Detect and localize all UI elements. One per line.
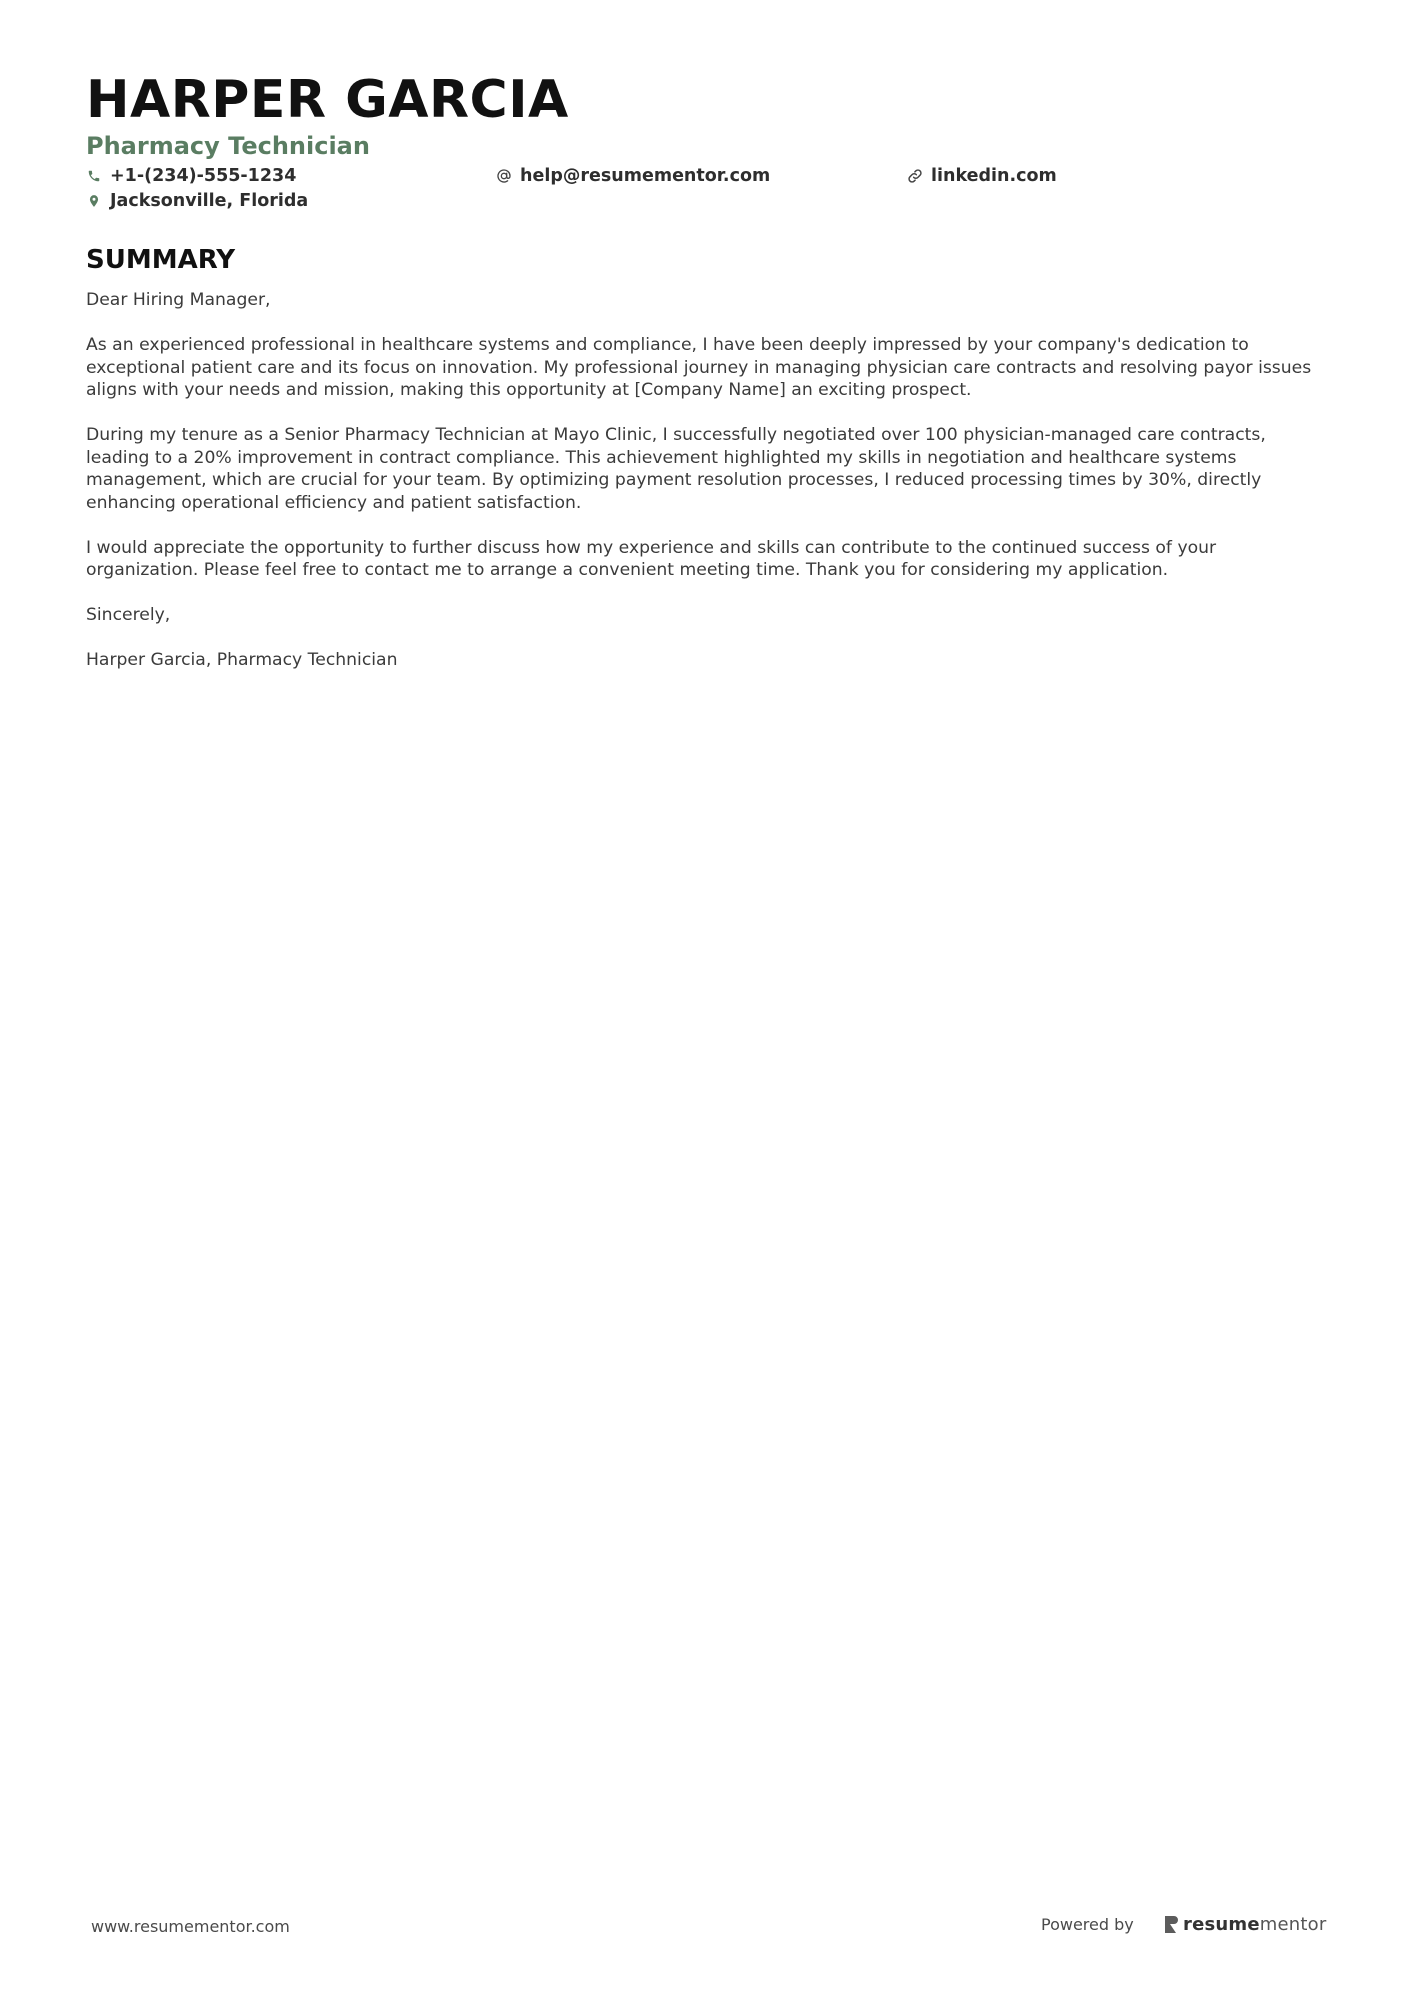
paragraph-intro: As an experienced professional in healthcare systems and compliance, I have been deeply impressed by your company's dedication to exceptional patient care and its focus on innovation. My professional journey in managing physician care contracts and resolving payor issues aligns with your needs and mission, making this opportunity at [Company Name] an exciting prospect. xyxy=(86,335,1312,400)
job-title: Pharmacy Technician xyxy=(86,132,370,160)
link-icon xyxy=(907,168,923,184)
signature: Harper Garcia, Pharmacy Technician xyxy=(86,650,398,670)
paragraph-closing: I would appreciate the opportunity to further discuss how my experience and skills can contribute to the continued success of your organization. Please feel free to contact me to arrange a convenient meeting time. Thank you for considering my application. xyxy=(86,537,1217,580)
applicant-name: HARPER GARCIA xyxy=(86,70,569,130)
sign-off: Sincerely, xyxy=(86,605,171,625)
paragraph-experience: During my tenure as a Senior Pharmacy Technician at Mayo Clinic, I successfully negotiated over 100 physician-managed care contracts, leading to a 20% improvement in contract compliance. This achievement highlighted my skills in negotiation and healthcare systems management, which are crucial for your team. By optimizing payment resolution processes, I reduced processing times by 30%, directly enhancing operational efficiency and patient satisfaction. xyxy=(86,425,1266,513)
letter-body xyxy=(86,289,1326,694)
contact-phone[interactable] xyxy=(86,164,296,188)
footer-url[interactable]: www.resumementor.com xyxy=(91,1917,290,1936)
summary-heading: SUMMARY xyxy=(86,245,236,275)
brand-name-part2: mentor xyxy=(1259,1913,1327,1935)
cover-letter-page xyxy=(86,0,1326,1995)
contact-location xyxy=(86,189,308,213)
salutation: Dear Hiring Manager, xyxy=(86,290,271,310)
at-icon xyxy=(496,168,512,184)
contact-link[interactable] xyxy=(907,164,1057,188)
brand-logo-icon xyxy=(1163,1915,1179,1934)
map-pin-icon xyxy=(86,193,102,209)
email-text: help@resumementor.com xyxy=(520,166,771,186)
location-text: Jacksonville, Florida xyxy=(110,191,309,211)
link-text: linkedin.com xyxy=(931,166,1057,186)
phone-text: +1-(234)-555-1234 xyxy=(110,166,297,186)
brand-name xyxy=(1183,1914,1326,1935)
brand-logo[interactable] xyxy=(1163,1912,1326,1936)
powered-by-label: Powered by xyxy=(1041,1915,1134,1934)
brand-name-part1: resume xyxy=(1183,1913,1260,1935)
phone-icon xyxy=(86,168,102,184)
contact-email[interactable] xyxy=(496,164,770,188)
